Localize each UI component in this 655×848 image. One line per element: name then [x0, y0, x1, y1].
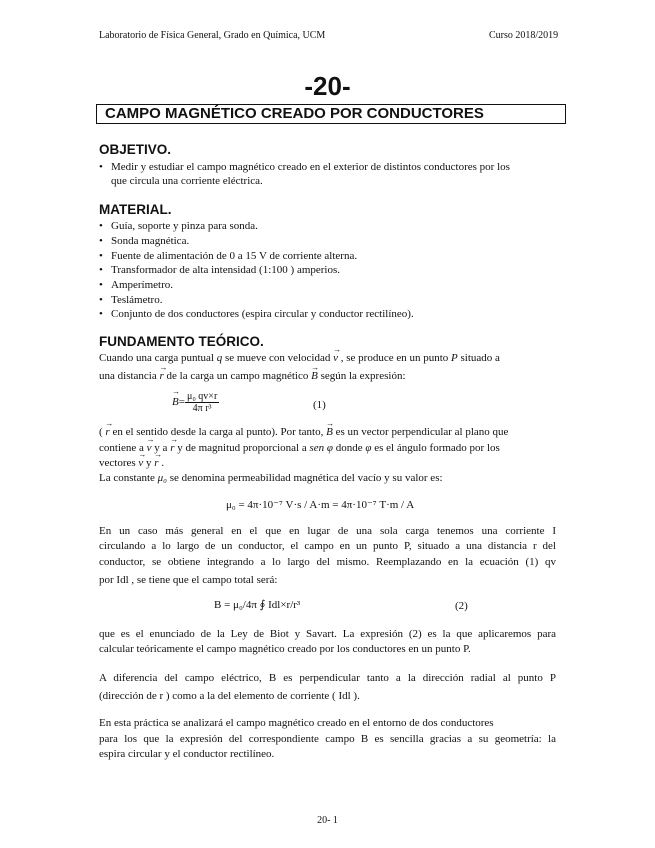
fundamento-p3: La constante μ₀ se denomina permeabilidad magnética del vacío y su valor es:: [99, 472, 443, 484]
fundamento-p5-line1: que es el enunciado de la Ley de Biot y Savart. La expresión (2) es la que aplicaremos para: [99, 628, 556, 640]
equation-mu0: μ₀ = 4π·10⁻⁷ V·s / A·m = 4π·10⁻⁷ T·m / A: [226, 499, 415, 511]
objetivo-line-1: • Medir y estudiar el campo magnético creado en el exterior de distintos conductores por los: [99, 161, 510, 173]
equation-2-label: (2): [455, 600, 468, 612]
equation-1: → B= $\frac{\text{μ₀ qv×r}}{\text{4π r³}}$: [172, 391, 219, 414]
material-item: • Guía, soporte y pinza para sonda.: [99, 220, 258, 232]
fundamento-p6-line1: A diferencia del campo eléctrico, B es perpendicular tanto a la dirección radial al punto P: [99, 672, 556, 684]
material-item: • Fuente de alimentación de 0 a 15 V de corriente alterna.: [99, 250, 358, 262]
fundamento-p2-line3: vectores → v y → r .: [99, 456, 164, 471]
equation-1-label: (1): [313, 399, 326, 411]
fundamento-p7-line1: En esta práctica se analizará el campo magnético creado en el entorno de dos conductores: [99, 717, 494, 729]
fundamento-p1-line2: una distancia → r de la carga un campo magnético → B según la expresión:: [99, 369, 406, 384]
fundamento-p7-line3: espira circular y el conductor rectilíneo.: [99, 748, 275, 760]
fundamento-p4-line4: por Idl , se tiene que el campo total será:: [99, 574, 278, 586]
page-title: CAMPO MAGNÉTICO CREADO POR CONDUCTORES: [96, 104, 566, 124]
material-item: • Amperímetro.: [99, 279, 174, 291]
page-number: 20- 1: [317, 815, 338, 826]
fundamento-p5-line2: calcular teóricamente el campo magnético creado por los conductores en un punto P.: [99, 643, 471, 655]
objetivo-heading: OBJETIVO.: [99, 142, 172, 157]
bullet: •: [99, 161, 103, 173]
header-right: Curso 2018/2019: [489, 30, 559, 41]
fundamento-p2-line1: ( → r en el sentido desde la carga al punto). Por tanto, → B es un vector perpendicular al plano que: [99, 425, 508, 440]
practice-number: -20-: [304, 71, 351, 101]
material-item: • Transformador de alta intensidad (1:100 ) amperios.: [99, 264, 341, 276]
material-item: • Conjunto de dos conductores (espira circular y conductor rectilíneo).: [99, 308, 414, 320]
header-left: Laboratorio de Física General, Grado en Química, UCM: [99, 30, 326, 41]
fundamento-heading: FUNDAMENTO TEÓRICO.: [99, 334, 264, 349]
fundamento-p4-line3: conductor, se obtiene integrando a lo largo del mismo. Reemplazando en la ecuación (1) qv: [99, 556, 556, 568]
fundamento-p4-line2: circulando a lo largo de un conductor, el campo en un punto P, situado a una distancia r del: [99, 540, 556, 552]
material-item: • Teslámetro.: [99, 294, 163, 306]
fundamento-p6-line2: (dirección de r ) como a la del elemento de corriente ( Idl ).: [99, 690, 360, 702]
fundamento-p7-line2: para los que la expresión del correspondiente campo B es sencilla gracias a su geometría: la: [99, 733, 556, 745]
equation-2: B = μ₀/4π ∮ Idl×r/r³: [214, 599, 301, 611]
fundamento-p1-line1: Cuando una carga puntual q se mueve con velocidad → v , se produce en un punto P situado a: [99, 351, 500, 366]
objetivo-line-2: que circula una corriente eléctrica.: [111, 175, 263, 187]
fundamento-p4-line1: En un caso más general en el que en lugar de una sola carga tenemos una corriente I: [99, 525, 556, 537]
material-item: • Sonda magnética.: [99, 235, 190, 247]
fundamento-p2-line2: contiene a → v y a → r y de magnitud proporcional a sen φ donde φ es el ángulo formado por los: [99, 441, 500, 456]
material-heading: MATERIAL.: [99, 202, 172, 217]
